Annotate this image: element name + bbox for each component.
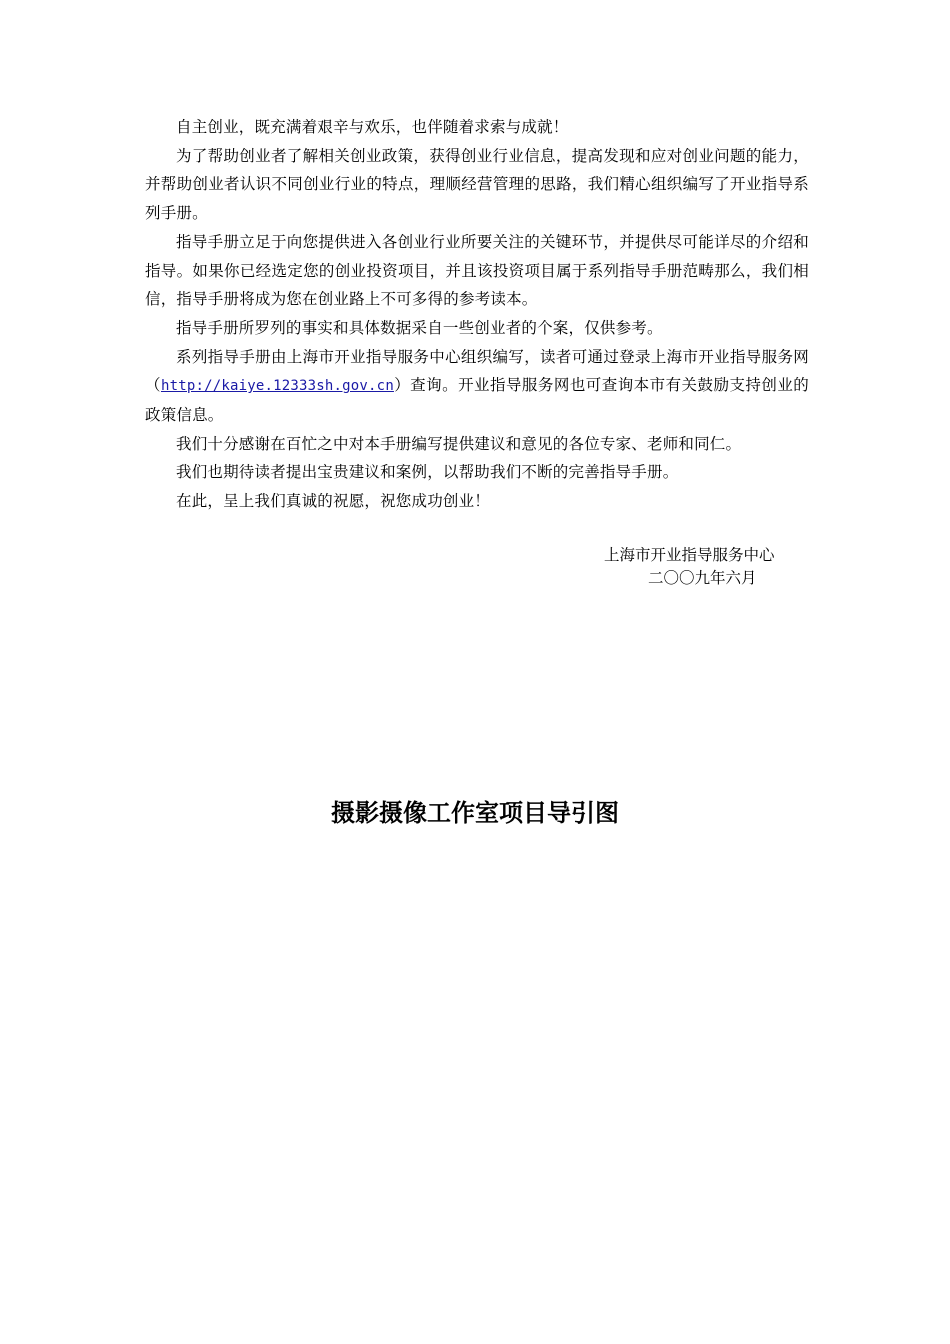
website-text-after: ）查询。开业指导服务网也可查询本市有关鼓励支持创业的政策信息。 <box>145 376 810 425</box>
paragraph-intro: 自主创业，既充满着艰辛与欢乐，也伴随着求索与成就！ <box>176 118 569 136</box>
signature-date: 二〇〇九年六月 <box>648 569 757 587</box>
paragraph-thanks: 我们十分感谢在百忙之中对本手册编写提供建议和意见的各位专家、老师和同仁。 <box>176 434 742 453</box>
website-link[interactable]: http://kaiye.12333sh.gov.cn <box>160 378 394 395</box>
preface-body <box>145 113 809 516</box>
signature-organization: 上海市开业指导服务中心 <box>604 546 775 564</box>
website-text-before: 系列指导手册由上海市开业指导服务中心组织编写，读者可通过登录上海市开业指导服务网（ <box>145 347 809 395</box>
paragraph-data-note: 指导手册所罗列的事实和具体数据采自一些创业者的个案，仅供参考。 <box>176 318 663 337</box>
paragraph-purpose: 为了帮助创业者了解相关创业政策，获得创业行业信息，提高发现和应对创业问题的能力，并帮助创业者认识不同创业行业的特点，理顺经营管理的思路，我们精心组织编写了开业指导系列手册。 <box>145 146 809 223</box>
paragraph-wishes: 在此，呈上我们真诚的祝愿，祝您成功创业！ <box>176 492 491 511</box>
signature-block <box>560 544 820 590</box>
paragraph-feedback: 我们也期待读者提出宝贵建议和案例，以帮助我们不断的完善指导手册。 <box>176 463 679 482</box>
section-heading: 摄影摄像工作室项目导引图 <box>331 799 619 827</box>
paragraph-website <box>145 343 809 430</box>
paragraph-guide-scope: 指导手册立足于向您提供进入各创业行业所要关注的关键环节，并提供尽可能详尽的介绍和指导。如果你已经选定您的创业投资项目，并且该投资项目属于系列指导手册范畴那么，我们相信，指导手册将成为您在创业路上不可多得的参考读本。 <box>145 232 809 309</box>
